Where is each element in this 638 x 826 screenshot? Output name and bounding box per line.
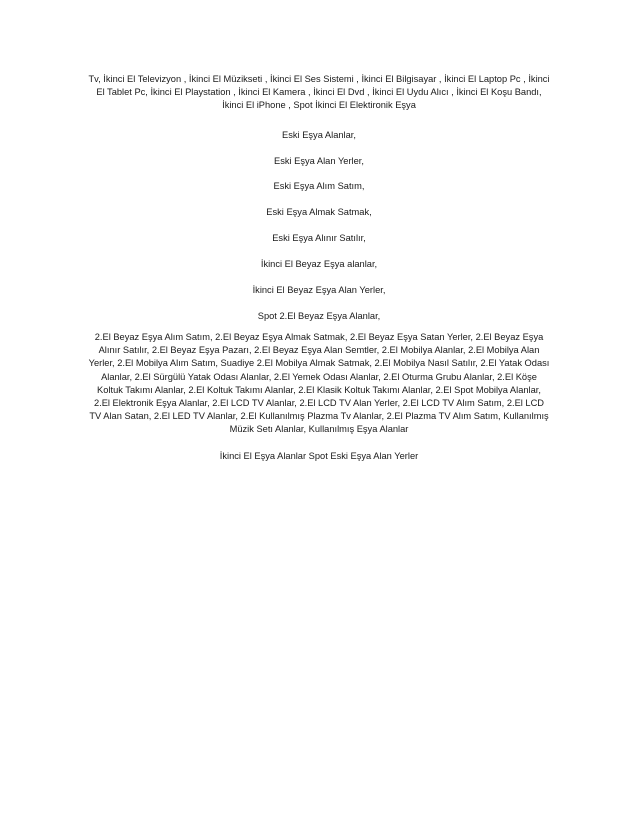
text-line-eski-esya-almak-satmak: Eski Eşya Almak Satmak, [266, 207, 372, 218]
text-line-eski-esya-alim-satim: Eski Eşya Alım Satım, [273, 181, 365, 192]
document-page [88, 73, 550, 463]
footer-line: İkinci El Eşya Alanlar Spot Eski Eşya Alan Yerler [219, 450, 419, 461]
text-line-spot-beyaz-esya-alanlar: Spot 2.El Beyaz Eşya Alanlar, [257, 310, 381, 321]
text-line-ikinci-el-beyaz-esya-alan-yerler: İkinci El Beyaz Eşya Alan Yerler, [252, 284, 386, 295]
text-line-eski-esya-alinir-satilir: Eski Eşya Alınır Satılır, [272, 233, 366, 244]
intro-paragraph: Tv, İkinci El Televizyon , İkinci El Müzikseti , İkinci El Ses Sistemi , İkinci El Bilgisayar , İkinci El Laptop Pc , İkinci El Tablet Pc, İkinci El Playstation , İkinci El Kamera , İkinci El Dvd , İkinci El Uydu Alıcı , İkinci El Koşu Bandı, İkinci El iPhone , Spot İkinci El Elektironik Eşya [88, 74, 550, 111]
text-line-eski-esya-alan-yerler: Eski Eşya Alan Yerler, [274, 155, 364, 166]
text-line-ikinci-el-beyaz-esya-alanlar: İkinci El Beyaz Eşya alanlar, [260, 259, 378, 270]
text-line-eski-esya-alanlar: Eski Eşya Alanlar, [282, 129, 356, 140]
long-paragraph: 2.El Beyaz Eşya Alım Satım, 2.El Beyaz Eşya Almak Satmak, 2.El Beyaz Eşya Satan Yerler, 2.El Beyaz Eşya Alınır Satılır, 2.El Beyaz Eşya Pazarı, 2.El Beyaz Eşya Alan Semtler, 2.El Mobilya Alanlar, 2.El Mobilya Alan Yerler, 2.El Mobilya Alım Satım, Suadiye 2.El Mobilya Almak Satmak, 2.El Mobilya Nasıl Satılır, 2.El Yatak Odası Alanlar, 2.El Sürgülü Yatak Odası Alanlar, 2.El Yemek Odası Alanlar, 2.El Oturma Grubu Alanlar, 2.El Köşe Koltuk Takımı Alanlar, 2.El Koltuk Takımı Alanlar, 2.El Klasik Koltuk Takımı Alanlar, 2.El Spot Mobilya Alanlar, 2.El Elektronik Eşya Alanlar, 2.El LCD TV Alanlar, 2.El LCD TV Alan Yerler, 2.El LCD TV Alım Satım, 2.El LCD TV Alan Satan, 2.El LED TV Alanlar, 2.El Kullanılmış Plazma Tv Alanlar, 2.El Plazma TV Alım Satım, Kullanılmış Müzik Setı Alanlar, Kullanılmış Eşya Alanlar [88, 332, 550, 435]
